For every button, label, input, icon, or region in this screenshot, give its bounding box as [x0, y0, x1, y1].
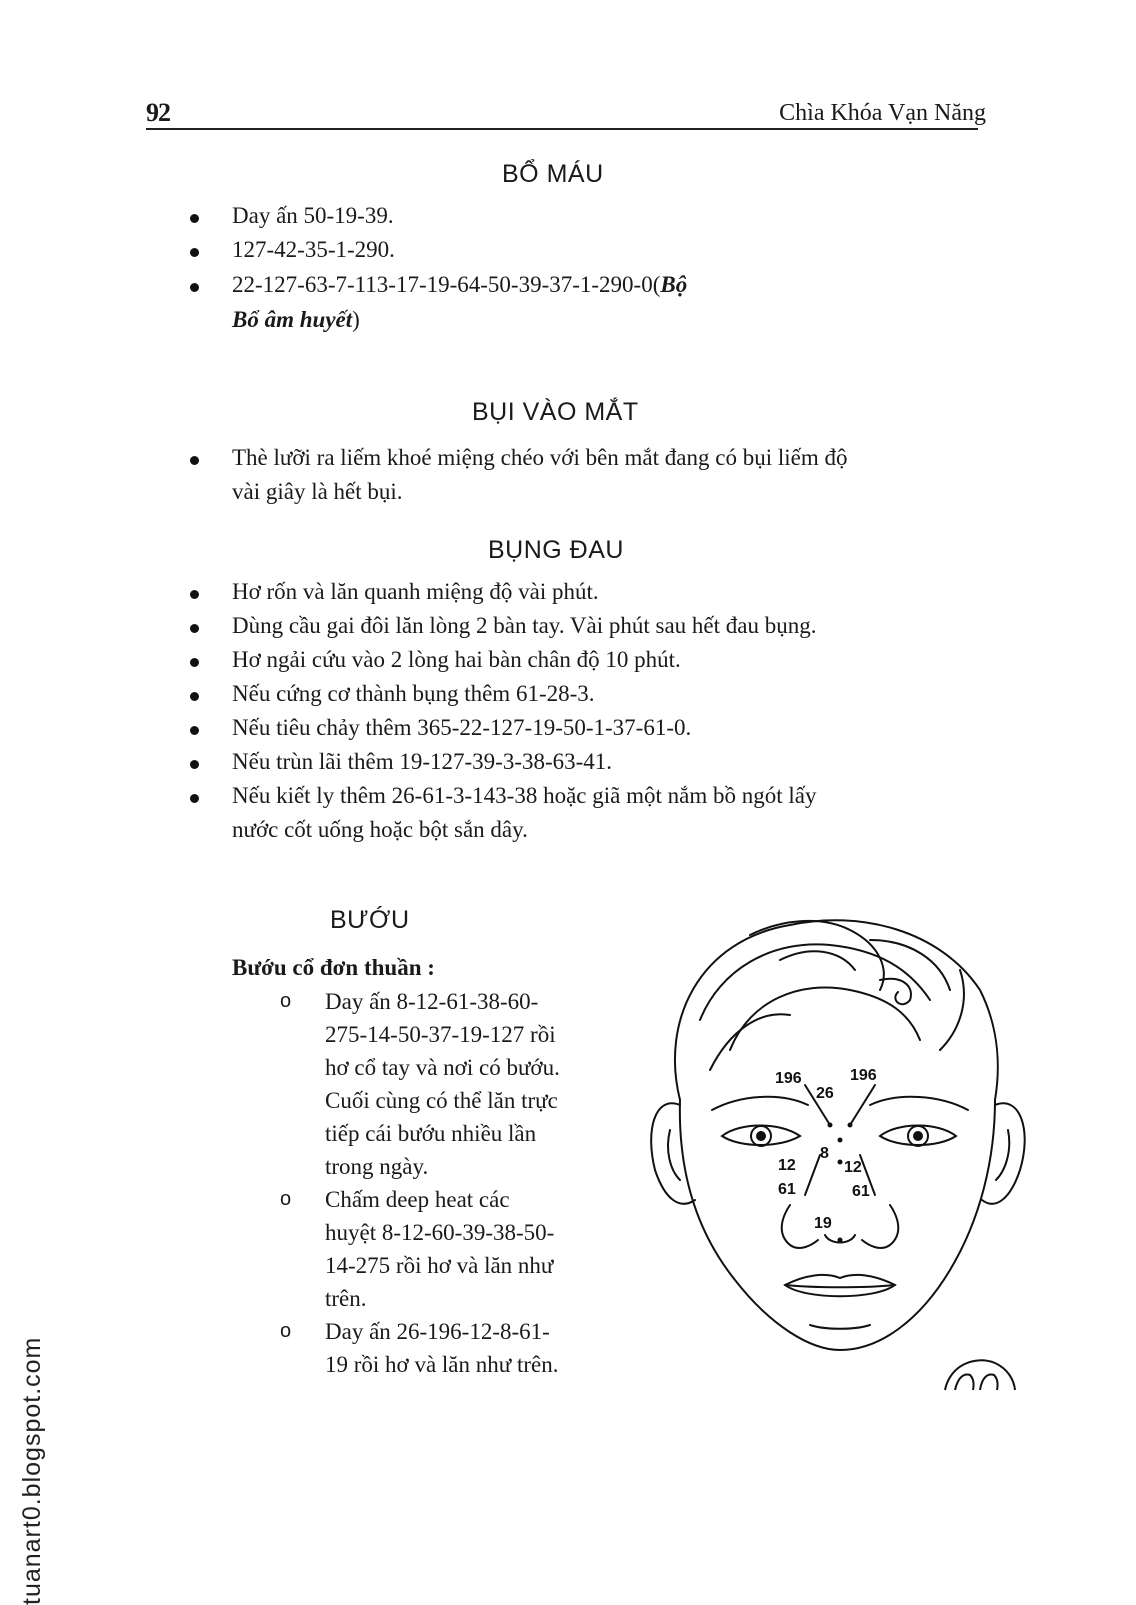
- circle-marker: o: [280, 1320, 292, 1342]
- list-item: 19 rồi hơ và lăn như trên.: [325, 1352, 559, 1377]
- heading-bui-vao-mat: BỤI VÀO MẮT: [472, 398, 639, 426]
- list-item: Thè lưỡi ra liếm khoé miệng chéo với bên mắt đang có bụi liếm độ: [232, 445, 848, 470]
- list-item: Nếu kiết ly thêm 26-61-3-143-38 hoặc giã một nắm bồ ngót lấy: [232, 783, 817, 808]
- acupoint-label: 196: [850, 1067, 877, 1084]
- list-item: Nếu cứng cơ thành bụng thêm 61-28-3.: [232, 681, 595, 706]
- list-item-text: ): [352, 307, 360, 332]
- bullet: [190, 624, 199, 633]
- list-item: Nếu tiêu chảy thêm 365-22-127-19-50-1-37-61-0.: [232, 715, 692, 740]
- list-item: Hơ ngải cứu vào 2 lòng hai bàn chân độ 10 phút.: [232, 647, 681, 672]
- list-item-text: 22-127-63-7-113-17-19-64-50-39-37-1-290-0(: [232, 272, 661, 297]
- acupoint-label: 12: [778, 1157, 796, 1174]
- list-item: Nếu trùn lãi thêm 19-127-39-3-38-63-41.: [232, 749, 613, 774]
- circle-marker: o: [280, 1188, 292, 1210]
- list-item: Day ấn 8-12-61-38-60-: [325, 989, 539, 1014]
- list-item: 14-275 rồi hơ và lăn như: [325, 1253, 554, 1278]
- list-item: Hơ rốn và lăn quanh miệng độ vài phút.: [232, 579, 599, 604]
- circle-marker: o: [280, 990, 292, 1012]
- list-item: 275-14-50-37-19-127 rồi: [325, 1022, 556, 1047]
- list-item: 127-42-35-1-290.: [232, 237, 395, 262]
- list-item: trên.: [325, 1286, 367, 1311]
- subheading: Bướu cổ đơn thuần :: [232, 955, 435, 980]
- watermark: tuanart0.blogspot.com: [18, 1336, 46, 1605]
- list-item: Dùng cầu gai đôi lăn lòng 2 bàn tay. Vài phút sau hết đau bụng.: [232, 613, 817, 638]
- list-item: tiếp cái bướu nhiều lần: [325, 1121, 537, 1146]
- running-header: Chìa Khóa Vạn Năng: [779, 100, 986, 126]
- bullet: [190, 214, 199, 223]
- heading-buou: BƯỚU: [330, 906, 410, 934]
- face-outline: [651, 920, 1025, 1350]
- bullet: [190, 590, 199, 599]
- acupoint-label: 12: [844, 1159, 862, 1176]
- list-item: Cuối cùng có thể lăn trực: [325, 1088, 558, 1113]
- bullet: [190, 283, 199, 292]
- page-number: 92: [146, 98, 170, 127]
- acupoint-label: 26: [816, 1085, 834, 1102]
- list-item-continuation: [232, 304, 360, 336]
- list-item: Day ấn 26-196-12-8-61-: [325, 1319, 550, 1344]
- list-item-continuation: vài giây là hết bụi.: [232, 479, 403, 504]
- list-item: Day ấn 50-19-39.: [232, 203, 394, 228]
- face-acupoint-diagram: [640, 900, 1040, 1400]
- header-rule: [146, 128, 978, 130]
- list-item: Chấm deep heat các: [325, 1187, 510, 1212]
- bullet: [190, 794, 199, 803]
- heading-bung-dau: BỤNG ĐAU: [488, 536, 624, 564]
- bullet: [190, 248, 199, 257]
- list-item: [232, 269, 687, 301]
- list-item: huyệt 8-12-60-39-38-50-: [325, 1220, 555, 1245]
- acupoint-label: 61: [852, 1183, 870, 1200]
- list-item: trong ngày.: [325, 1154, 429, 1179]
- bullet: [190, 456, 199, 465]
- list-item-italic: Bổ âm huyết: [232, 307, 353, 332]
- list-item-italic: Bộ: [660, 272, 688, 297]
- acupoint-label: 196: [775, 1070, 802, 1087]
- bullet: [190, 760, 199, 769]
- acupoint-label: 61: [778, 1181, 796, 1198]
- bullet: [190, 658, 199, 667]
- heading-bo-mau: BỔ MÁU: [502, 160, 604, 188]
- bullet: [190, 692, 199, 701]
- list-item: hơ cổ tay và nơi có bướu.: [325, 1055, 560, 1080]
- acupoint-label: 19: [814, 1215, 832, 1232]
- list-item-continuation: nước cốt uống hoặc bột sắn dây.: [232, 817, 528, 842]
- bullet: [190, 726, 199, 735]
- ornament-icon: [940, 1355, 1020, 1395]
- acupoint-label: 8: [820, 1145, 829, 1162]
